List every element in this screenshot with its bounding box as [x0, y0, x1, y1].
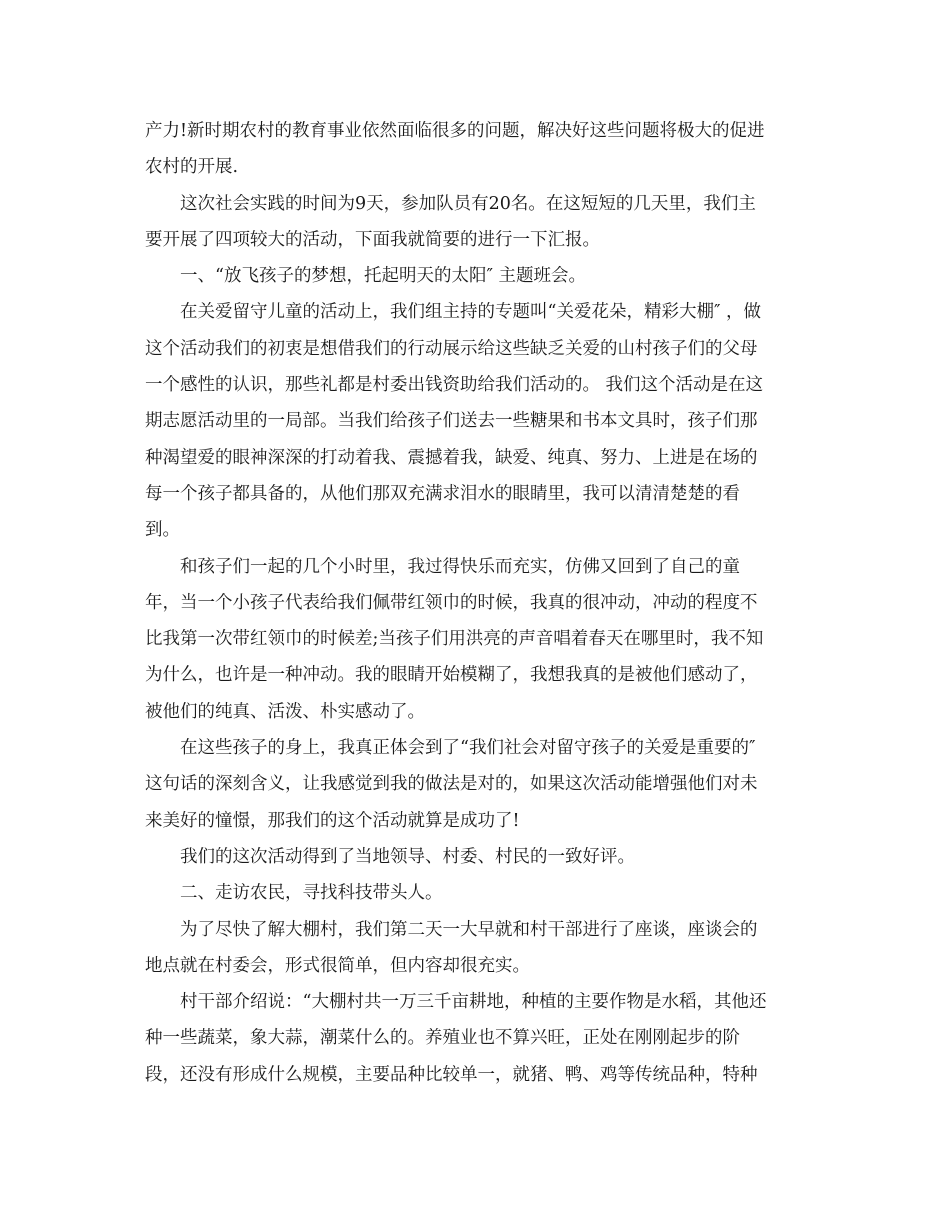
document-body — [145, 113, 810, 1093]
paragraph: 这次社会实践的时间为9天，参加队员有20名。在这短短的几天里，我们主 要开展了四项较大的活动，下面我就简要的进行一下汇报。 — [145, 193, 756, 250]
paragraph: 我们的这次活动得到了当地领导、村委、村民的一致好评。 — [180, 846, 635, 867]
paragraph: 产力!新时期农村的教育事业依然面临很多的问题，解决好这些问题将极大的促进 农村的开展. — [145, 121, 765, 178]
section-heading: 二、走访农民，寻找科技带头人。 — [180, 883, 443, 904]
paragraph: 村干部介绍说：“大棚村共一万三千亩耕地，种植的主要作物是水稻，其他还 种一些蔬菜，象大蒜，潮菜什么的。养殖业也不算兴旺，正处在刚刚起步的阶 段，还没有形成什么规模，主要品种比较单一，就猪、鸭、鸡等传统品种，特种 — [145, 992, 767, 1085]
paragraph: 为了尽快了解大棚村，我们第二天一大早就和村干部进行了座谈，座谈会的 地点就在村委会，形式很简单，但内容却很充实。 — [145, 919, 758, 976]
paragraph: 在这些孩子的身上，我真正体会到了“我们社会对留守孩子的关爱是重要的″ 这句话的深刻含义，让我感觉到我的做法是对的，如果这次活动能增强他们对未 来美好的憧憬，那我们的这个活动就算是成功了! — [145, 738, 758, 831]
section-heading: 一、“放飞孩子的梦想，托起明天的太阳″ 主题班会。 — [180, 266, 587, 287]
paragraph: 和孩子们一起的几个小时里，我过得快乐而充实，仿佛又回到了自己的童 年，当一个小孩子代表给我们佩带红领巾的时候，我真的很冲动，冲动的程度不 比我第一次带红领巾的时候差;当孩子们用洪亮的声音唱着春天在哪里时，我不知 为什么，也许是一种冲动。我的眼睛开始模糊了，我想我真的是被他们感动了， 被他们的纯真、活泼、朴实感动了。 — [145, 556, 764, 722]
paragraph: 在关爱留守儿童的活动上，我们组主持的专题叫“关爱花朵，精彩大棚″ ，做 这个活动我们的初衷是想借我们的行动展示给这些缺乏关爱的山村孩子们的父母 一个感性的认识，那些礼都是村委出钱资助给我们活动的。 我们这个活动是在这 期志愿活动里的一局部。当我们给孩子们送去一些糖果和书本文具时，孩子们那 种渴望爱的眼神深深的打动着我、震撼着我，缺爱、纯真、努力、上进是在场的 每一个孩子都具备的，从他们那双充满求泪水的眼睛里，我可以清清楚楚的看 到。 — [145, 302, 764, 541]
